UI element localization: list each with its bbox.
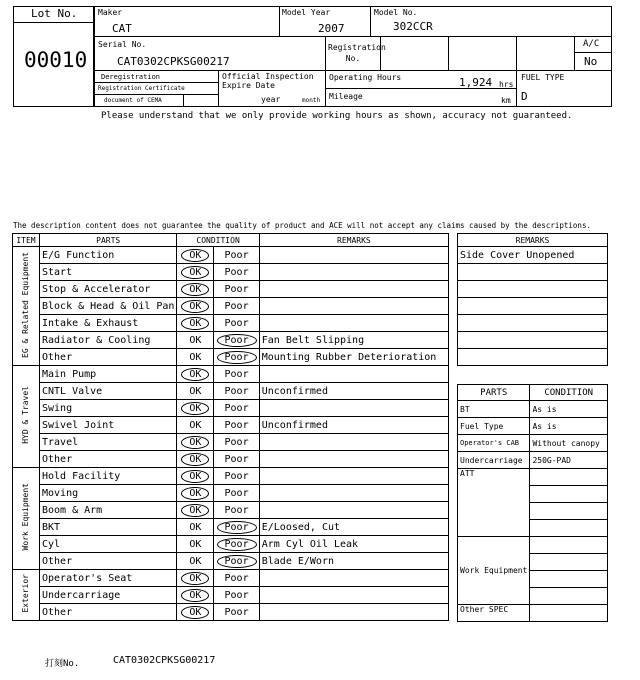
remark-cell: Unconfirmed [259,417,448,434]
maker-label: Maker [98,8,123,17]
ok-cell [177,349,214,366]
table-row [13,553,449,570]
table-row [458,435,608,452]
remark-cell [259,570,448,587]
table-row [13,468,449,485]
poor-mark: Poor [224,606,249,618]
fuel-type-label: FUEL TYPE [521,73,565,82]
remark-cell [259,451,448,468]
remark-cell: Mounting Rubber Deterioration [259,349,448,366]
spec-condition: As is [530,418,608,435]
poor-cell [214,264,259,281]
table-row [13,536,449,553]
ok-cell [177,587,214,604]
table-row [13,281,449,298]
table-row [13,519,449,536]
part-name: Stop & Accelerator [39,281,176,298]
spec-part: Operator's CAB [458,435,530,452]
ok-cell [177,264,214,281]
poor-mark: Poor [217,351,257,364]
ok-cell [177,247,214,264]
ok-mark: OK [181,317,209,330]
part-name: Boom & Arm [39,502,176,519]
ok-mark: OK [181,572,209,585]
table-row [458,469,608,486]
ok-mark: OK [189,419,202,431]
cema-document-label: document of CEMA [104,97,162,104]
ok-mark: OK [189,334,202,346]
remark-cell: Arm Cyl Oil Leak [259,536,448,553]
spec-condition [530,469,608,486]
remarks-row [458,349,608,366]
remark-cell [259,264,448,281]
spec-condition [530,554,608,571]
remarks-row [458,298,608,315]
remarks-row [458,281,608,298]
remark-cell [259,587,448,604]
ok-mark: OK [189,385,202,397]
part-name: Travel [39,434,176,451]
km-unit: km [501,96,511,105]
spec-part: Undercarriage [458,452,530,469]
table-row [13,587,449,604]
part-name: Start [39,264,176,281]
part-name: Swivel Joint [39,417,176,434]
work-equipment-cell-label: Work Equipment [460,566,528,575]
ok-cell [177,519,214,536]
remark-cell [259,315,448,332]
ok-cell [177,553,214,570]
poor-cell [214,298,259,315]
part-name: Intake & Exhaust [39,315,176,332]
table-row [13,264,449,281]
group-cell [13,366,40,468]
fuel-type-value: D [521,90,528,103]
table-row [458,281,608,298]
table-row [13,349,449,366]
poor-mark: Poor [224,402,249,414]
remark-cell: E/Loosed, Cut [259,519,448,536]
poor-mark: Poor [217,538,257,551]
hours-disclaimer: Please understand that we only provide working hours as shown, accuracy not guaranteed. [101,111,573,121]
spec-condition [530,486,608,503]
group-cell [13,468,40,570]
ok-cell [177,536,214,553]
other-spec-cell-label: Other SPEC [460,605,509,614]
poor-mark: Poor [224,419,249,431]
group-label: Exterior [21,574,31,613]
spec-part: Fuel Type [458,418,530,435]
ok-cell [177,400,214,417]
registration-certificate-label: Registration Certificate [98,85,185,92]
remark-cell [259,434,448,451]
poor-mark: Poor [224,504,249,516]
table-row [458,452,608,469]
model-year-value: 2007 [318,22,345,35]
table-row [13,417,449,434]
ok-cell [177,604,214,621]
table-row [13,383,449,400]
part-name: BKT [39,519,176,536]
table-row [13,315,449,332]
serial-value: CAT0302CPKSG00217 [117,55,230,68]
part-name: Block & Head & Oil Pan [39,298,176,315]
table-row [458,332,608,349]
other-spec-cell [458,605,530,622]
ok-cell [177,281,214,298]
spec-condition-header: CONDITION [530,385,608,401]
poor-cell [214,247,259,264]
remark-cell: Fan Belt Slipping [259,332,448,349]
hrs-unit: hrs [499,80,514,89]
poor-cell [214,485,259,502]
part-name: Moving [39,485,176,502]
poor-mark: Poor [224,300,249,312]
part-name: Other [39,604,176,621]
maker-value: CAT [112,22,132,35]
group-cell [13,247,40,366]
poor-cell [214,366,259,383]
poor-cell [214,281,259,298]
remark-cell [259,400,448,417]
spec-condition [530,605,608,622]
poor-cell [214,468,259,485]
work-equipment-cell [458,537,530,605]
spec-condition [530,503,608,520]
item-header: ITEM [13,234,40,247]
remarks-table [457,233,608,366]
condition-table [12,233,449,621]
parts-header: PARTS [39,234,176,247]
table-row [13,247,449,264]
part-name: Swing [39,400,176,417]
poor-mark: Poor [224,385,249,397]
poor-mark: Poor [224,266,249,278]
ok-cell [177,468,214,485]
deregistration-label: Deregistration [101,73,161,81]
inspection-label: Official Inspection Expire Date [222,72,314,90]
poor-mark: Poor [224,249,249,261]
table-row [458,605,608,622]
table-row [458,349,608,366]
ok-cell [177,502,214,519]
poor-cell [214,604,259,621]
spec-part: BT [458,401,530,418]
ok-cell [177,366,214,383]
ok-mark: OK [181,487,209,500]
ok-mark: OK [189,538,202,550]
ok-mark: OK [181,504,209,517]
table-row [458,537,608,554]
poor-mark: Poor [224,487,249,499]
remark-cell [259,298,448,315]
hours-value: 1,924 [459,76,493,89]
year-label: year [261,95,281,104]
remarks-header: REMARKS [259,234,448,247]
remark-cell: Blade E/Worn [259,553,448,570]
poor-mark: Poor [217,521,257,534]
poor-cell [214,570,259,587]
ok-mark: OK [181,453,209,466]
table-row [458,315,608,332]
ok-mark: OK [181,402,209,415]
ok-cell [177,315,214,332]
table-row [13,502,449,519]
poor-mark: Poor [224,317,249,329]
registration-label: Registration No. [328,43,386,63]
poor-cell [214,315,259,332]
lot-number: 00010 [24,48,88,72]
remarks-row [458,264,608,281]
part-name: E/G Function [39,247,176,264]
poor-mark: Poor [224,283,249,295]
part-name: Other [39,451,176,468]
poor-cell [214,536,259,553]
poor-cell [214,553,259,570]
part-name: Operator's Seat [39,570,176,587]
table-row [13,434,449,451]
poor-cell [214,349,259,366]
condition-header: CONDITION [177,234,259,247]
table-row [458,298,608,315]
spec-condition [530,571,608,588]
remark-cell [259,247,448,264]
group-label: HYD & Travel [21,386,31,444]
ok-mark: OK [181,249,209,262]
ok-mark: OK [181,606,209,619]
poor-mark: Poor [217,555,257,568]
att-cell-label: ATT [460,469,475,478]
ok-mark: OK [189,351,202,363]
poor-mark: Poor [224,572,249,584]
table-row [458,264,608,281]
ok-mark: OK [181,300,209,313]
att-cell [458,469,530,537]
remark-cell [259,366,448,383]
poor-cell [214,502,259,519]
remark-cell [259,502,448,519]
ok-mark: OK [181,283,209,296]
ok-cell [177,485,214,502]
poor-cell [214,400,259,417]
ok-mark: OK [181,470,209,483]
mileage-label: Mileage [329,92,363,101]
table-row [13,485,449,502]
part-name: Main Pump [39,366,176,383]
part-name: Other [39,553,176,570]
remarks-row [458,332,608,349]
poor-cell [214,383,259,400]
group-cell [13,570,40,621]
poor-mark: Poor [224,470,249,482]
table-row [13,570,449,587]
poor-mark: Poor [224,589,249,601]
hours-label: Operating Hours [329,73,402,82]
remarks-table-header: REMARKS [458,234,608,247]
ok-cell [177,451,214,468]
remarks-row: Side Cover Unopened [458,247,608,264]
ok-cell [177,434,214,451]
ok-mark: OK [189,521,202,533]
ok-cell [177,383,214,400]
poor-mark: Poor [224,368,249,380]
table-row [13,332,449,349]
ok-cell [177,570,214,587]
ok-cell [177,332,214,349]
month-label: month [302,97,321,104]
spec-parts-header: PARTS [458,385,530,401]
serial-label: Serial No. [98,40,147,49]
spec-condition: As is [530,401,608,418]
ok-cell [177,298,214,315]
remark-cell: Unconfirmed [259,383,448,400]
part-name: Other [39,349,176,366]
part-name: Hold Facility [39,468,176,485]
spec-condition [530,588,608,605]
ok-mark: OK [181,266,209,279]
spec-condition [530,537,608,554]
spec-condition [530,520,608,537]
part-name: Cyl [39,536,176,553]
remarks-row [458,315,608,332]
remark-cell [259,485,448,502]
table-row [13,400,449,417]
ok-mark: OK [189,555,202,567]
table-row [13,604,449,621]
remark-cell [259,281,448,298]
model-no-label: Model No. [374,8,418,17]
part-name: CNTL Valve [39,383,176,400]
group-label: Work Equipment [21,483,31,551]
ok-cell [177,417,214,434]
poor-cell [214,417,259,434]
table-row [13,298,449,315]
table-row [13,451,449,468]
model-no-value: 302CCR [393,20,433,33]
poor-mark: Poor [217,334,257,347]
table-row [458,247,608,264]
table-row [458,401,608,418]
table-row [13,366,449,383]
remark-cell [259,468,448,485]
remark-cell [259,604,448,621]
ac-label: A/C [583,39,600,49]
poor-cell [214,451,259,468]
poor-cell [214,587,259,604]
part-name: Radiator & Cooling [39,332,176,349]
model-year-label: Model Year [282,8,331,17]
ok-mark: OK [181,589,209,602]
poor-cell [214,434,259,451]
group-label: EG & Related Equipment [21,251,31,358]
lot-label: Lot No. [31,7,78,20]
part-name: Undercarriage [39,587,176,604]
poor-cell [214,332,259,349]
table-row [458,418,608,435]
stamp-label: 打刻No. [45,659,80,669]
poor-mark: Poor [224,453,249,465]
poor-mark: Poor [224,436,249,448]
ac-value: No [584,55,598,68]
spec-table [457,384,608,622]
poor-cell [214,519,259,536]
ok-mark: OK [181,436,209,449]
spec-condition: Without canopy [530,435,608,452]
spec-condition: 250G-PAD [530,452,608,469]
ok-mark: OK [181,368,209,381]
stamp-value: CAT0302CPKSG00217 [113,655,216,666]
description-disclaimer: The description content does not guarantee the quality of product and ACE will not accept any claims caused by the descriptions. [13,221,591,230]
